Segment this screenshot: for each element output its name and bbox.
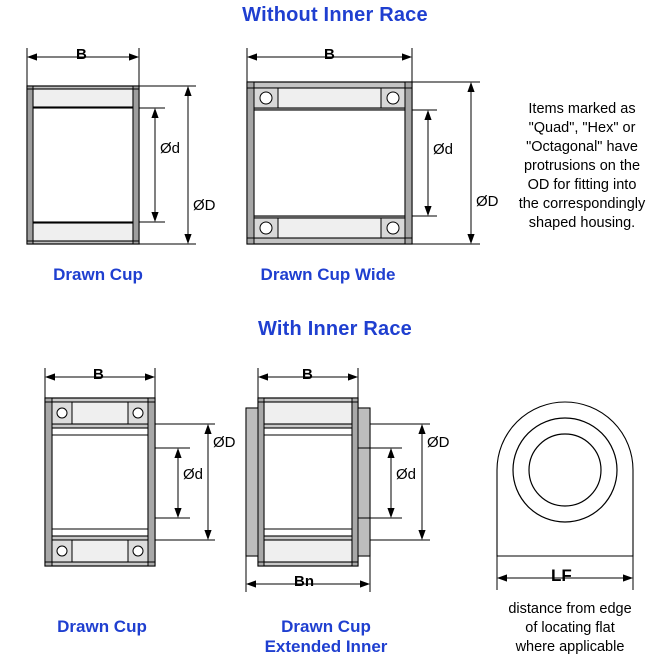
note-line-2: "Quad", "Hex" or [528, 120, 636, 136]
dim-b-drawn-cup-wide: B [324, 46, 335, 63]
dim-b-drawn-cup-inner: B [93, 366, 104, 383]
dim-od-large-drawn-cup-inner: ØD [213, 434, 236, 451]
caption-drawn-cup: Drawn Cup [53, 265, 143, 284]
caption-drawn-cup-extended-line2: Extended Inner [264, 637, 388, 656]
dim-b-drawn-cup: B [76, 46, 87, 63]
dim-bn-drawn-cup-extended: Bn [294, 573, 314, 590]
caption-locating-flat [480, 600, 660, 657]
dim-od-small-drawn-cup-inner: Ød [183, 466, 204, 483]
note-line-5: OD for fitting into [527, 177, 637, 193]
dim-od-large-drawn-cup: ØD [193, 197, 216, 214]
note-line-7: shaped housing. [528, 215, 636, 231]
dim-od-small-drawn-cup-extended: Ød [396, 466, 417, 483]
dim-od-small-drawn-cup: Ød [160, 140, 181, 157]
heading-with-inner-race: With Inner Race [258, 318, 412, 340]
caption-locating-flat-line3: where applicable [515, 639, 625, 655]
dim-od-large-drawn-cup-wide: ØD [476, 193, 499, 210]
caption-locating-flat-line1: distance from edge [508, 601, 632, 617]
caption-locating-flat-line2: of locating flat [525, 620, 615, 636]
note-line-1: Items marked as [528, 101, 636, 117]
dim-b-drawn-cup-extended: B [302, 366, 313, 383]
note-line-3: "Octagonal" have [526, 139, 638, 155]
caption-drawn-cup-extended-line1: Drawn Cup [281, 617, 371, 636]
dim-od-large-drawn-cup-extended: ØD [427, 434, 450, 451]
dim-od-small-drawn-cup-wide: Ød [433, 141, 454, 158]
heading-without-inner-race: Without Inner Race [242, 4, 428, 26]
note-line-4: protrusions on the [523, 158, 641, 174]
caption-drawn-cup-wide: Drawn Cup Wide [260, 265, 396, 284]
caption-drawn-cup-inner: Drawn Cup [57, 617, 147, 636]
note-line-6: the correspondingly [518, 196, 646, 212]
dim-lf-locating-flat: LF [551, 566, 572, 585]
